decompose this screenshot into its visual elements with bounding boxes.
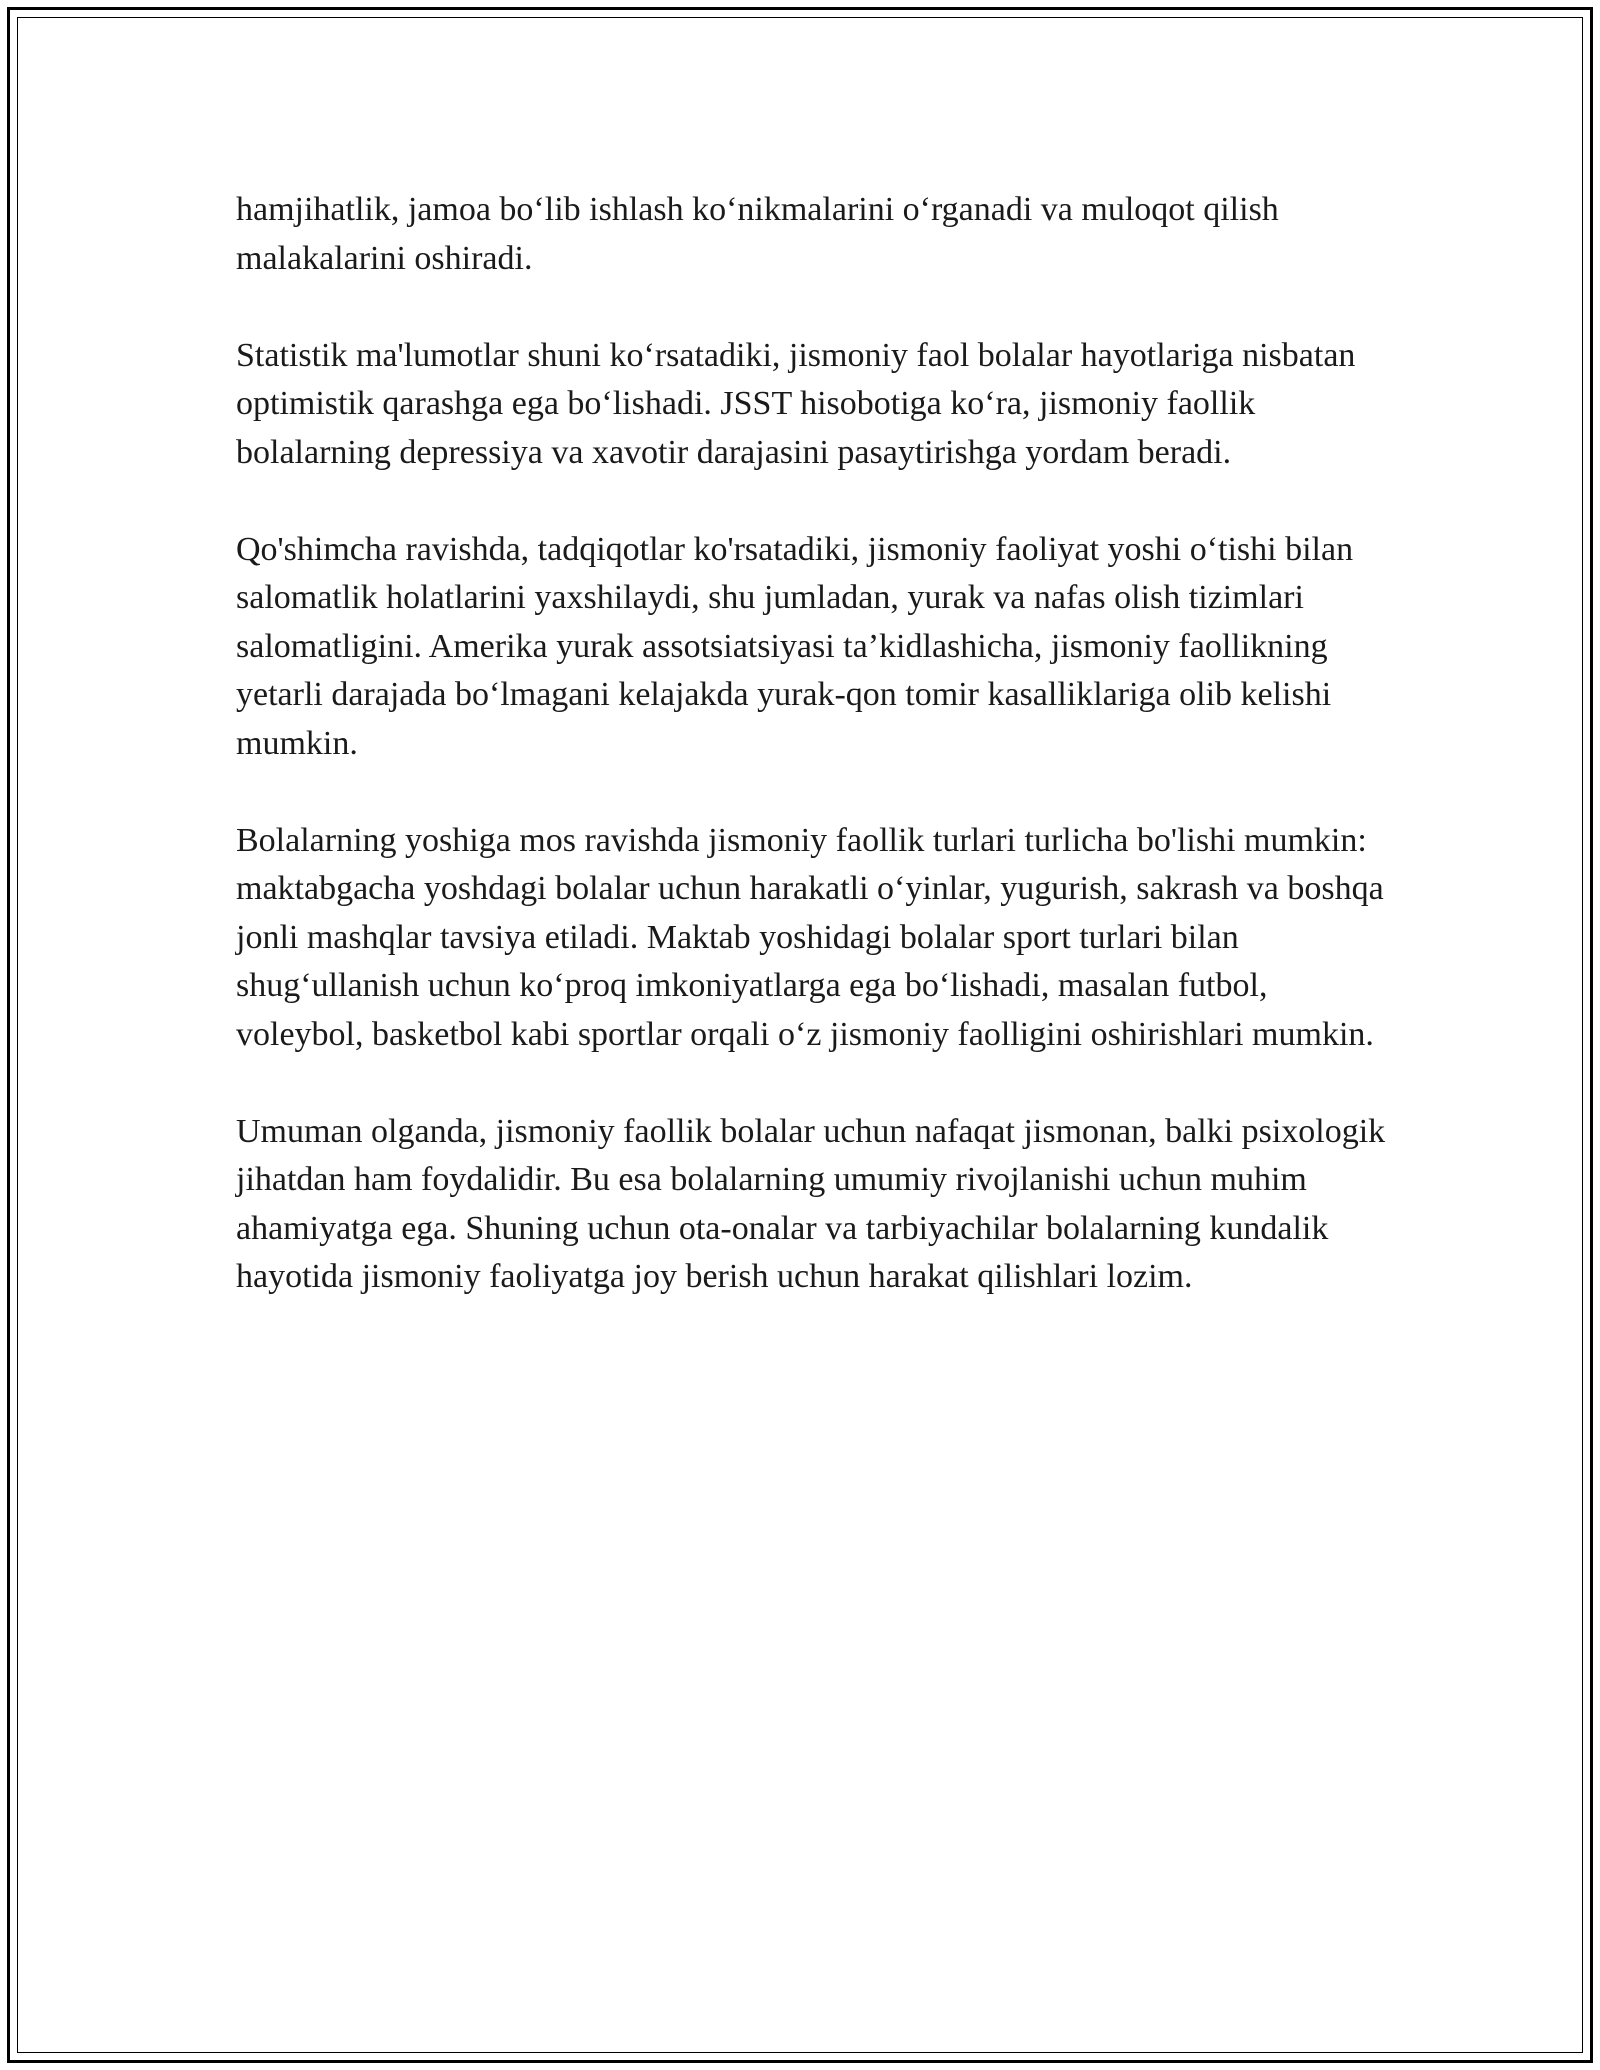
paragraph-statistics: Statistik ma'lumotlar shuni ko‘rsatadiki, jismoniy faol bolalar hayotlariga nisbatan optimistik qarashga ega bo‘lishadi. JSST hisobotiga ko‘ra, jismoniy faollik bolalarning depressiya va xavotir darajasini pasaytirishga yordam beradi.: [236, 336, 1356, 471]
paragraph-teamwork: hamjihatlik, jamoa bo‘lib ishlash ko‘nikmalarini o‘rganadi va muloqot qilish malakalarini oshiradi.: [236, 191, 1279, 277]
document-body: [236, 186, 1386, 1350]
paragraph-conclusion: Umuman olganda, jismoniy faollik bolalar uchun nafaqat jismonan, balki psixologik jihatdan ham foydalidir. Bu esa bolalarning umumiy rivojlanishi uchun muhim ahamiyatga ega. Shuning uchun ota-onalar va tarbiyachilar bolalarning kundalik hayotida jismoniy faoliyatga joy berish uchun harakat qilishlari lozim.: [236, 1112, 1386, 1295]
paragraph-health-research: Qo'shimcha ravishda, tadqiqotlar ko'rsatadiki, jismoniy faoliyat yoshi o‘tishi bilan salomatlik holatlarini yaxshilaydi, shu jumladan, yurak va nafas olish tizimlari salomatligini. Amerika yurak assotsiatsiyasi ta’kidlashicha, jismoniy faollikning yetarli darajada bo‘lmagani kelajakda yurak-qon tomir kasalliklariga olib kelishi mumkin.: [236, 530, 1354, 762]
paragraph-age-activities: Bolalarning yoshiga mos ravishda jismoniy faollik turlari turlicha bo'lishi mumkin: maktabgacha yoshdagi bolalar uchun harakatli o‘yinlar, yugurish, sakrash va boshqa jonli mashqlar tavsiya etiladi. Maktab yoshidagi bolalar sport turlari bilan shug‘ullanish uchun ko‘proq imkoniyatlarga ega bo‘lishadi, masalan futbol, voleybol, basketbol kabi sportlar orqali o‘z jismoniy faolligini oshirishlari mumkin.: [236, 821, 1384, 1053]
